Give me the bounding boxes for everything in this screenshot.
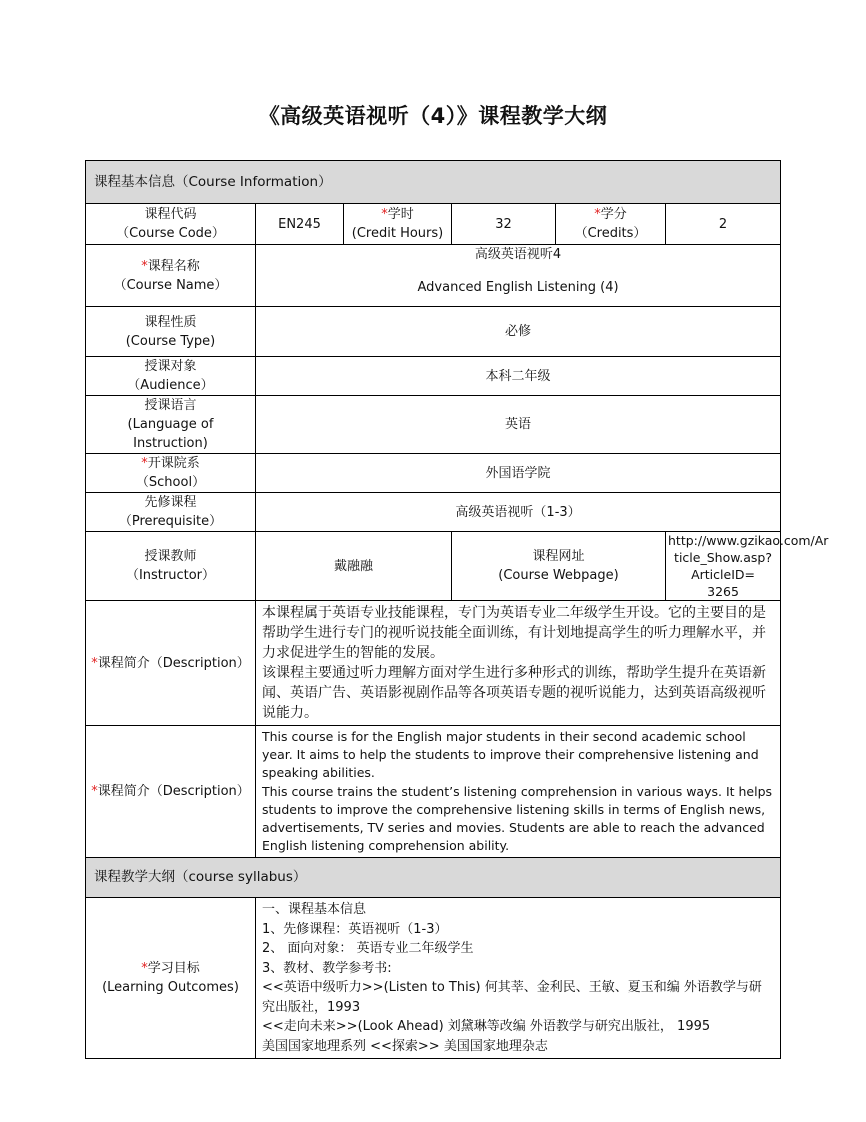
audience-label: 授课对象 （Audience） bbox=[86, 357, 256, 396]
audience-value: 本科二年级 bbox=[256, 357, 781, 396]
course-code-label: 课程代码 （Course Code） bbox=[86, 204, 256, 245]
instructor-value: 戴融融 bbox=[256, 532, 452, 601]
language-label: 授课语言 (Language of Instruction) bbox=[86, 396, 256, 454]
learning-outcomes-label: *学习目标 (Learning Outcomes) bbox=[86, 898, 256, 1059]
section-course-information: 课程基本信息（Course Information） bbox=[86, 161, 781, 204]
description-en-text: This course is for the English major students in their second academic school year. It aims to help the students to improve their comprehensive listening and speaking abilities. This course trains the student’s listening comprehension in various ways. It helps students to improve the comprehensive listening skills in terms of English news, advertisements, TV series and movies. Students are able to reach the advanced English listening comprehension ability. bbox=[256, 726, 781, 858]
credits-value: 2 bbox=[666, 204, 781, 245]
webpage-link[interactable]: http://www.gzikao.com/Ar ticle_Show.asp?ArticleID= 3265 bbox=[666, 532, 781, 601]
section-course-syllabus: 课程教学大纲（course syllabus） bbox=[86, 858, 781, 898]
course-name-value: 高级英语视听4 Advanced English Listening (4) bbox=[256, 245, 781, 307]
instructor-label: 授课教师 （Instructor） bbox=[86, 532, 256, 601]
description-en-label: *课程简介（Description） bbox=[86, 726, 256, 858]
outcome-line: 1、先修课程：英语视听（1-3） bbox=[262, 921, 448, 937]
credits-label: *学分 （Credits） bbox=[556, 204, 666, 245]
syllabus-table bbox=[85, 160, 829, 1059]
course-type-label: 课程性质 (Course Type) bbox=[86, 307, 256, 357]
outcome-line: 3、教材、教学参考书: bbox=[262, 960, 392, 976]
credit-hours-label: *学时 (Credit Hours) bbox=[344, 204, 452, 245]
course-name-label: *课程名称 （Course Name） bbox=[86, 245, 256, 307]
course-type-value: 必修 bbox=[256, 307, 781, 357]
learning-outcomes-text bbox=[256, 898, 781, 1059]
description-zh-label: *课程简介（Description） bbox=[86, 601, 256, 726]
prerequisite-label: 先修课程 （Prerequisite） bbox=[86, 493, 256, 532]
outcome-line: <<英语中级听力>>(Listen to This) 何其莘、金利民、王敏、夏玉和编 外语教学与研究出版社，1993 bbox=[262, 980, 762, 1015]
page-title: 《高级英语视听（4）》课程教学大纲 bbox=[258, 104, 608, 128]
language-value: 英语 bbox=[256, 396, 781, 454]
webpage-label: 课程网址 (Course Webpage) bbox=[452, 532, 666, 601]
outcome-line: <<走向未来>>(Look Ahead) 刘黛琳等改编 外语教学与研究出版社， 1995 bbox=[262, 1019, 711, 1035]
school-value: 外国语学院 bbox=[256, 454, 781, 493]
outcome-line: 一、课程基本信息 bbox=[262, 902, 367, 918]
course-code-value: EN245 bbox=[256, 204, 344, 245]
prerequisite-value: 高级英语视听（1-3） bbox=[256, 493, 781, 532]
school-label: *开课院系 （School） bbox=[86, 454, 256, 493]
credit-hours-value: 32 bbox=[452, 204, 556, 245]
outcome-line: 2、 面向对象： 英语专业二年级学生 bbox=[262, 941, 474, 957]
description-zh-text: 本课程属于英语专业技能课程，专门为英语专业二年级学生开设。它的主要目的是帮助学生进行专门的视听说技能全面训练，有计划地提高学生的听力理解水平，并力求促进学生的智能的发展。 该课程主要通过听力理解方面对学生进行多种形式的训练，帮助学生提升在英语新闻、英语广告、英语影视剧作品等各项英语专题的视听说能力，达到英语高级视听说能力。 bbox=[256, 601, 781, 726]
outcome-line: 美国国家地理系列 <<探索>> 美国国家地理杂志 bbox=[262, 1038, 548, 1054]
